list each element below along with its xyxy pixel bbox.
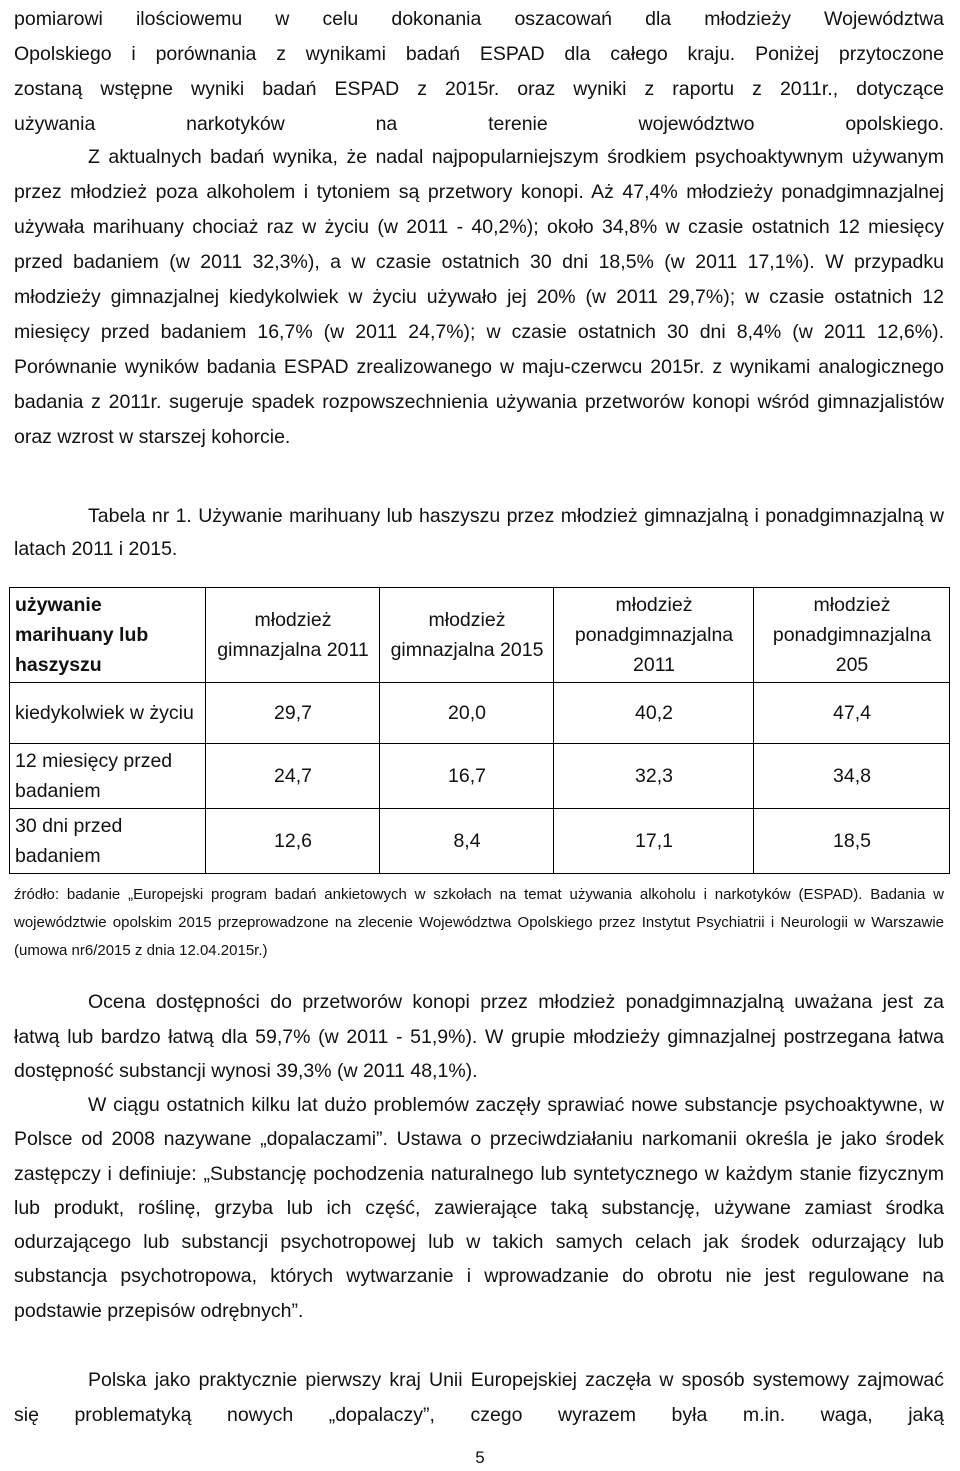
table-cell: 47,4 — [754, 683, 950, 744]
table-cell: 20,0 — [380, 683, 554, 744]
poland-paragraph: Polska jako praktycznie pierwszy kraj Unii Europejskiej zaczęła w sposób systemowy zajmować się problematyką nowych „dopalaczy”, czego wyrazem była m.in. waga, jaką — [14, 1369, 944, 1426]
intro-line: używania narkotyków na terenie województwo opolskiego. — [14, 113, 944, 135]
table-cell: 29,7 — [206, 683, 380, 744]
table-cell: 17,1 — [554, 809, 754, 874]
table-cell: 34,8 — [754, 744, 950, 809]
intro-line: pomiarowi ilościowemu w celu dokonania oszacowań dla młodzieży Województwa — [14, 8, 944, 30]
marijuana-usage-table — [9, 587, 950, 874]
row-label: kiedykolwiek w życiu — [10, 683, 206, 744]
availability-paragraph: Ocena dostępności do przetworów konopi przez młodzież ponadgimnazjalną uważana jest za łatwą lub bardzo łatwą dla 59,7% (w 2011 - 51,9%). W grupie młodzieży gimnazjalnej postrzegana łatwa dostępność substancji wynosi 39,3% (w 2011 48,1%). — [14, 991, 944, 1082]
table-header-cell: młodzież ponadgimnazjalna 205 — [754, 588, 950, 683]
table-cell: 18,5 — [754, 809, 950, 874]
row-label: 12 miesięcy przed badaniem — [10, 744, 206, 809]
table-row — [10, 744, 950, 809]
table-row — [10, 809, 950, 874]
table-header-cell: młodzież ponadgimnazjalna 2011 — [554, 588, 754, 683]
findings-paragraph: Z aktualnych badań wynika, że nadal najpopularniejszym środkiem psychoaktywnym używanym przez młodzież poza alkoholem i tytoniem są przetwory konopi. Aż 47,4% młodzieży ponadgimnazjalnej używała marihuany chociaż raz w życiu (w 2011 - 40,2%); około 34,8% w czasie ostatnich 12 miesięcy przed badaniem (w 2011 32,3%), a w czasie ostatnich 30 dni 18,5% (w 2011 17,1%). W przypadku młodzieży gimnazjalnej kiedykolwiek w życiu używało jej 20% (w 2011 29,7%); w czasie ostatnich 12 miesięcy przed badaniem 16,7% (w 2011 24,7%); w czasie ostatnich 30 dni 8,4% (w 2011 12,6%). Porównanie wyników badania ESPAD zrealizowanego w maju-czerwcu 2015r. z wynikami analogicznego badania z 2011r. sugeruje spadek rozpowszechnienia używania przetworów konopi wśród gimnazjalistów oraz wzrost w starszej kohorcie. — [14, 146, 944, 448]
table-cell: 8,4 — [380, 809, 554, 874]
table-caption: Tabela nr 1. Używanie marihuany lub haszyszu przez młodzież gimnazjalną i ponadgimnazjalną w latach 2011 i 2015. — [14, 505, 944, 560]
new-substances-paragraph: W ciągu ostatnich kilku lat dużo problemów zaczęły sprawiać nowe substancje psychoaktywne, w Polsce od 2008 nazywane „dopalaczami”. Ustawa o przeciwdziałaniu narkomanii określa je jako środek zastępczy i definiuje: „Substancję pochodzenia naturalnego lub syntetycznego w każdym stanie fizycznym lub produkt, roślinę, grzyba lub ich część, zawierające taką substancję, używane zamiast środka odurzającego lub substancji psychotropowej lub w takich samych celach jak środek odurzający lub substancja psychotropowa, których wytwarzanie i wprowadzanie do obrotu nie jest regulowane na podstawie przepisów odrębnych”. — [14, 1094, 944, 1322]
intro-line: zostaną wstępne wyniki badań ESPAD z 2015r. oraz wyniki z raportu z 2011r., dotyczące — [14, 78, 944, 100]
table-header-cell: młodzież gimnazjalna 2011 — [206, 588, 380, 683]
intro-line: Opolskiego i porównania z wynikami badań ESPAD dla całego kraju. Poniżej przytoczone — [14, 43, 944, 65]
page-number: 5 — [475, 1448, 485, 1467]
table-cell: 40,2 — [554, 683, 754, 744]
row-label: 30 dni przed badaniem — [10, 809, 206, 874]
table-source-note: źródło: badanie „Europejski program badań ankietowych w szkołach na temat używania alkoholu i narkotyków (ESPAD). Badania w województwie opolskim 2015 przeprowadzone na zlecenie Województwa Opolskiego przez Instytut Psychiatrii i Neurologii w Warszawie (umowa nr6/2015 z dnia 12.04.2015r.) — [14, 886, 944, 959]
table-cell: 32,3 — [554, 744, 754, 809]
table-cell: 24,7 — [206, 744, 380, 809]
table-header-cell: używanie marihuany lub haszyszu — [10, 588, 206, 683]
table-row — [10, 683, 950, 744]
table-cell: 12,6 — [206, 809, 380, 874]
table-header-cell: młodzież gimnazjalna 2015 — [380, 588, 554, 683]
intro-paragraph — [14, 2, 944, 142]
table-header-row — [10, 588, 950, 683]
table-cell: 16,7 — [380, 744, 554, 809]
